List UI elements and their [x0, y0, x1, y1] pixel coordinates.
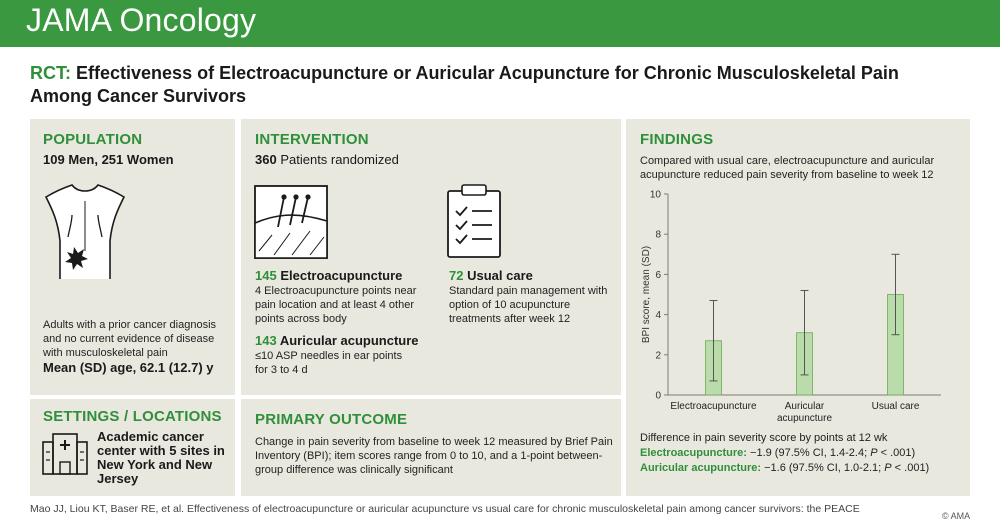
copyright: © AMA: [942, 511, 971, 521]
auricular-arm-title: [255, 333, 419, 348]
men-label: Men,: [68, 152, 98, 167]
auricular-result-value: −1.6 (97.5% CI, 1.0-2.1;: [764, 462, 882, 474]
electro-result-value: −1.9 (97.5% CI, 1.4-2.4;: [750, 447, 868, 459]
y-tick-label-1: 2: [655, 350, 661, 362]
auricular-label: Auricular acupuncture: [279, 333, 419, 348]
acupuncture-needles-icon: [254, 185, 328, 259]
electro-p-label: P: [870, 447, 878, 459]
auricular-result-label: Auricular acupuncture:: [640, 462, 762, 474]
torso-pain-icon: [42, 181, 128, 281]
electro-result-label: Electroacupuncture:: [640, 447, 747, 459]
usual-description: Standard pain management with option of 10 acupuncture treatments after week 12: [449, 285, 608, 325]
primary-outcome-heading: PRIMARY OUTCOME: [255, 411, 408, 428]
y-tick-label-5: 10: [649, 189, 661, 201]
population-description: Adults with a prior cancer diagnosis and no current evidence of disease with musculoskeletal pain: [43, 319, 217, 359]
auricular-count: 143: [255, 333, 277, 348]
electro-count: 145: [255, 268, 277, 283]
population-panel: [30, 119, 235, 395]
population-heading: POPULATION: [43, 131, 143, 148]
journal-banner: [0, 0, 1000, 47]
difference-label: Difference in pain severity score by points at 12 wk: [640, 432, 888, 444]
electro-result: [640, 446, 965, 460]
settings-panel: [30, 399, 235, 496]
electro-result-post: < .001): [880, 447, 916, 459]
intervention-heading: INTERVENTION: [255, 131, 369, 148]
electro-description: 4 Electroacupuncture points near pain location and at least 4 other points across body: [255, 285, 417, 325]
findings-summary: Compared with usual care, electroacupuncture and auricular acupuncture reduced pain severity from baseline to week 12: [640, 155, 935, 181]
population-age: Mean (SD) age, 62.1 (12.7) y: [43, 360, 214, 375]
patients-count: 360: [255, 152, 277, 167]
usual-label: Usual care: [467, 268, 533, 283]
y-tick-label-2: 4: [655, 310, 661, 322]
category-label-1-0: Auricular: [784, 401, 825, 412]
intervention-panel: [241, 119, 621, 395]
category-label-1-1: acupuncture: [776, 413, 833, 424]
patients-label: Patients randomized: [280, 152, 399, 167]
citation: Mao JJ, Liou KT, Baser RE, et al. Effectiveness of electroacupuncture or auricular acupuncture vs usual care for chronic musculoskeletal pain among cancer survivors: the PEACE: [30, 503, 860, 515]
primary-outcome-text: Change in pain severity from baseline to week 12 measured by Brief Pain Inventory (BPI); item scores range from 0 to 10, and a 1-point between-group difference was clinically significant: [255, 436, 613, 476]
page-title: [30, 62, 910, 108]
usual-arm-title: [449, 268, 533, 283]
clipboard-checklist-icon: [446, 183, 502, 259]
settings-text: Academic cancer center with 5 sites in New York and New Jersey: [97, 429, 225, 486]
category-label-0-0: Electroacupuncture: [670, 401, 757, 412]
patients-randomized: [255, 152, 399, 167]
title-text: Effectiveness of Electroacupuncture or Auricular Acupuncture for Chronic Musculoskeletal Pain Among Cancer Survivors: [30, 63, 899, 106]
title-lead: RCT:: [30, 63, 71, 83]
electro-arm-title: [255, 268, 402, 283]
women-label: Women: [126, 152, 174, 167]
y-axis-label: BPI score, mean (SD): [641, 245, 652, 344]
auricular-result-post: < .001): [894, 462, 930, 474]
settings-heading: SETTINGS / LOCATIONS: [43, 408, 222, 425]
electro-label: Electroacupuncture: [280, 268, 403, 283]
y-tick-label-0: 0: [655, 390, 661, 402]
population-counts: [43, 152, 174, 167]
bpi-bar-chart: [626, 184, 966, 424]
y-tick-label-3: 6: [655, 269, 661, 281]
auricular-description: ≤10 ASP needles in ear points for 3 to 4 d: [255, 350, 403, 376]
category-label-2-0: Usual care: [871, 401, 920, 412]
findings-heading: FINDINGS: [640, 131, 714, 148]
auricular-p-label: P: [884, 462, 892, 474]
auricular-result: [640, 461, 965, 475]
women-count: 251: [101, 152, 124, 167]
usual-count: 72: [449, 268, 464, 283]
primary-outcome-panel: [241, 399, 621, 496]
journal-title: JAMA Oncology: [26, 2, 257, 38]
men-count: 109: [43, 152, 65, 167]
hospital-icon: [42, 432, 88, 476]
y-tick-label-4: 8: [655, 229, 661, 241]
